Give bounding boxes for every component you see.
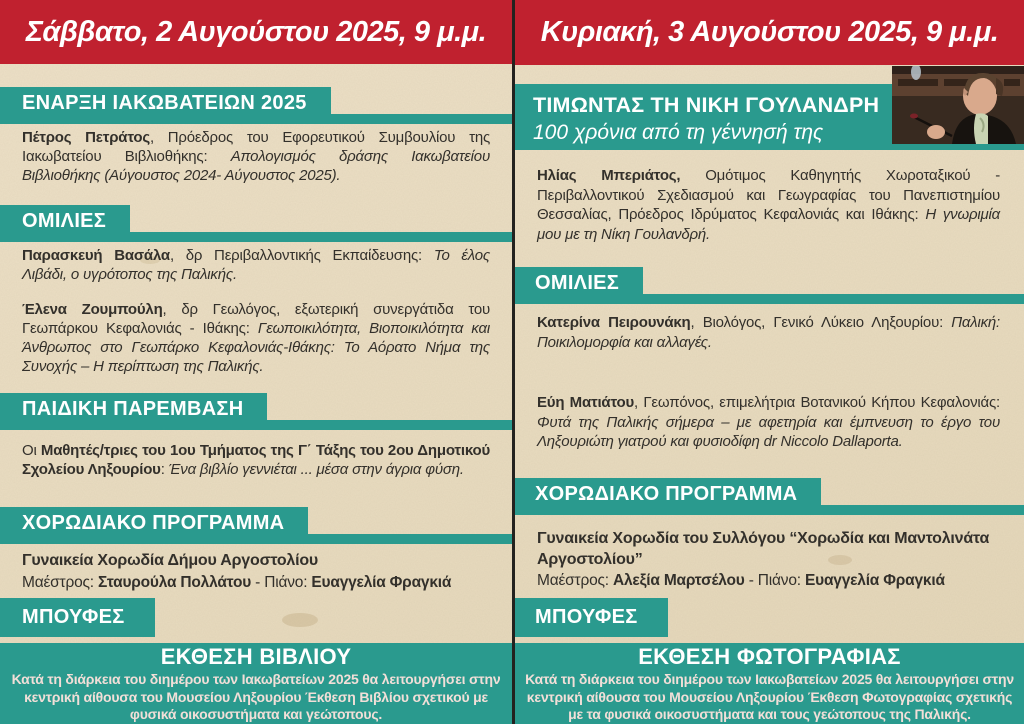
section-tab-buffet-right bbox=[515, 598, 668, 637]
speaker-name: Εύη Ματιάτου bbox=[537, 394, 635, 411]
footer-title: ΕΚΘΕΣΗ ΒΙΒΛΙΟΥ bbox=[160, 644, 352, 669]
section-header-talks-right bbox=[515, 267, 1024, 304]
talk-title: Φυτά της Παλικής σήμερα – με αφετηρία και έμπνευση το έργο του Ληξουριώτη γιατρού και φυσιοδίφη dr Niccolo Dallaporta. bbox=[537, 413, 1000, 450]
section-title: ΠΑΙΔΙΚΗ ΠΑΡΕΜΒΑΣΗ bbox=[22, 398, 244, 420]
section-tab-choir-right bbox=[515, 478, 821, 511]
section-header-choir-left bbox=[0, 507, 512, 544]
talk-entry bbox=[22, 300, 490, 376]
section-tab-kids bbox=[0, 393, 267, 426]
choir-entry-left bbox=[22, 550, 490, 594]
talk-title: Το έλος Λιβάδι, ο υγρότοπος της Παλικής. bbox=[22, 247, 491, 283]
speaker-role: , δρ Περιβαλλοντικής Εκπαίδευσης: bbox=[169, 247, 434, 264]
maestro-label: Μαέστρος: bbox=[22, 574, 98, 591]
section-tab-talks-left bbox=[0, 205, 130, 238]
speaker-name: Παρασκευή Βασάλα bbox=[22, 247, 170, 264]
saturday-date-banner bbox=[0, 0, 512, 64]
kids-group: Μαθητές/τριες του 1ου Τμήματος της Γ΄ Τάξης του 2ου Δημοτικού Σχολείου Ληξουρίου bbox=[22, 442, 490, 478]
choir-name: Γυναικεία Χορωδία Δήμου Αργοστολίου bbox=[22, 552, 319, 569]
opening-talk-entry bbox=[22, 128, 490, 185]
talk-entry bbox=[537, 393, 1000, 452]
section-header-choir-right bbox=[515, 478, 1024, 515]
book-exhibition-footer bbox=[0, 643, 512, 724]
piano-name: Ευαγγελία Φραγκιά bbox=[804, 572, 945, 589]
kids-sep: : bbox=[160, 461, 169, 478]
choir-name: Γυναικεία Χορωδία του Συλλόγου “Χορωδία και Μαντολινάτα Αργοστολίου” bbox=[537, 530, 990, 568]
speaker-role: , Βιολόγος, Γενικό Λύκειο Ληξουρίου: bbox=[690, 314, 952, 331]
speaker-role: , Πρόεδρος του Εφορευτικού Συμβουλίου της Ιακωβατείου Βιβλιοθήκης: bbox=[22, 129, 490, 165]
piano-name: Ευαγγελία Φραγκιά bbox=[311, 574, 452, 591]
section-title: ΕΝΑΡΞΗ ΙΑΚΩΒΑΤΕΙΩΝ 2025 bbox=[22, 92, 307, 114]
sunday-column bbox=[515, 0, 1024, 724]
maestro-name: Αλεξία Μαρτσέλου bbox=[613, 572, 745, 589]
section-title: ΧΟΡΩΔΙΑΚΟ ΠΡΟΓΡΑΜΜΑ bbox=[22, 512, 285, 534]
saturday-date-text: Σάββατο, 2 Αυγούστου 2025, 9 μ.μ. bbox=[25, 15, 487, 48]
kids-lead: Οι bbox=[22, 442, 41, 459]
photo-exhibition-footer bbox=[515, 643, 1024, 724]
sunday-date-banner bbox=[515, 0, 1024, 65]
footer-body: Κατά τη διάρκεια του διημέρου των Ιακωβατείων 2025 θα λειτουργήσει στην κεντρική αίθουσα του Μουσείου Ληξουρίου Έκθεση Φωτογραφίας σχετικής με τα φυσικά οικοσυστήματα και τους γεώτοπους της Παλικής. bbox=[525, 671, 1014, 722]
piano-label: - Πιάνο: bbox=[251, 574, 312, 591]
section-tab-talks-right bbox=[515, 267, 643, 300]
section-title: ΜΠΟΥΦΕΣ bbox=[22, 606, 125, 628]
speaker-role: , δρ Γεωλόγος, εξωτερική συνεργάτιδα του Γεωπάρκου Κεφαλονιάς - Ιθάκης: bbox=[22, 301, 491, 337]
kids-title: Ένα βιβλίο γεννιέται ... μέσα στην άγρια φύση. bbox=[168, 461, 464, 478]
section-tab-opening bbox=[0, 87, 331, 120]
choir-entry-right bbox=[537, 528, 1002, 591]
maestro-name: Σταυρούλα Πολλάτου bbox=[98, 574, 252, 591]
speaker-name: Έλενα Ζουμπούλη bbox=[22, 301, 163, 318]
talk-entry bbox=[22, 246, 490, 284]
section-header-talks-left bbox=[0, 205, 512, 242]
speaker-name: Κατερίνα Πειρουνάκη bbox=[537, 314, 691, 331]
tribute-subtitle: 100 χρόνια από τη γέννησή της bbox=[533, 121, 824, 144]
speaker-role: Ομότιμος Καθηγητής Χωροταξικού - Περιβαλλοντικού Σχεδιασμού και Γεωγραφίας του Πανεπιστημίου Θεσσαλίας, Πρόεδρος Ιδρύματος Κεφαλονιάς και Ιθάκης: bbox=[537, 167, 1000, 223]
tribute-title: ΤΙΜΩΝΤΑΣ ΤΗ ΝΙΚΗ ΓΟΥΛΑΝΔΡΗ bbox=[533, 93, 880, 117]
section-header-opening bbox=[0, 87, 512, 124]
footer-title: ΕΚΘΕΣΗ ΦΩΤΟΓΡΑΦΙΑΣ bbox=[638, 644, 901, 669]
talk-title: Η γνωριμία μου με τη Νίκη Γουλανδρή. bbox=[537, 206, 1000, 243]
talk-title: Απολογισμός δράσης Ιακωβατείου Βιβλιοθήκης (Αύγουστος 2024- Αύγουστος 2025). bbox=[22, 148, 490, 184]
talk-title: Γεωποικιλότητα, Βιοποικιλότητα και Άνθρωπος στο Γεωπάρκο Κεφαλονιάς-Ιθάκης: Το Αόρατο Νήμα της Συνοχής – Η περίπτωση της Παλικής. bbox=[22, 320, 490, 375]
speaker-role: , Γεωπόνος, επιμελήτρια Βοτανικού Κήπου Κεφαλονιάς: bbox=[634, 394, 1000, 411]
section-title: ΧΟΡΩΔΙΑΚΟ ΠΡΟΓΡΑΜΜΑ bbox=[535, 483, 798, 505]
footer-body: Κατά τη διάρκεια του διημέρου των Ιακωβατείων 2025 θα λειτουργήσει στην κεντρική αίθουσα του Μουσείου Ληξουρίου Έκθεση Βιβλίου σχετικού με φυσικά οικοσυστήματα και γεώτοπους. bbox=[11, 671, 501, 722]
kids-entry bbox=[22, 441, 490, 479]
section-title: ΟΜΙΛΙΕΣ bbox=[22, 210, 107, 232]
piano-label: - Πιάνο: bbox=[744, 572, 805, 589]
section-header-kids bbox=[0, 393, 512, 430]
speaker-name: Πέτρος Πετράτος bbox=[22, 129, 150, 146]
section-title: ΟΜΙΛΙΕΣ bbox=[535, 272, 620, 294]
column-divider bbox=[512, 0, 515, 724]
opening-talk-entry bbox=[537, 166, 1000, 244]
section-tab-buffet-left bbox=[0, 598, 155, 637]
talk-entry bbox=[537, 313, 1000, 352]
section-tab-choir-left bbox=[0, 507, 308, 540]
speaker-name: Ηλίας Μπεριάτος, bbox=[537, 167, 681, 184]
maestro-label: Μαέστρος: bbox=[537, 572, 613, 589]
sunday-date-text: Κυριακή, 3 Αυγούστου 2025, 9 μ.μ. bbox=[540, 16, 999, 48]
section-title: ΜΠΟΥΦΕΣ bbox=[535, 606, 638, 628]
goulandri-photo bbox=[892, 66, 1024, 144]
talk-title: Παλική: Ποικιλομορφία και αλλαγές. bbox=[537, 314, 1000, 351]
